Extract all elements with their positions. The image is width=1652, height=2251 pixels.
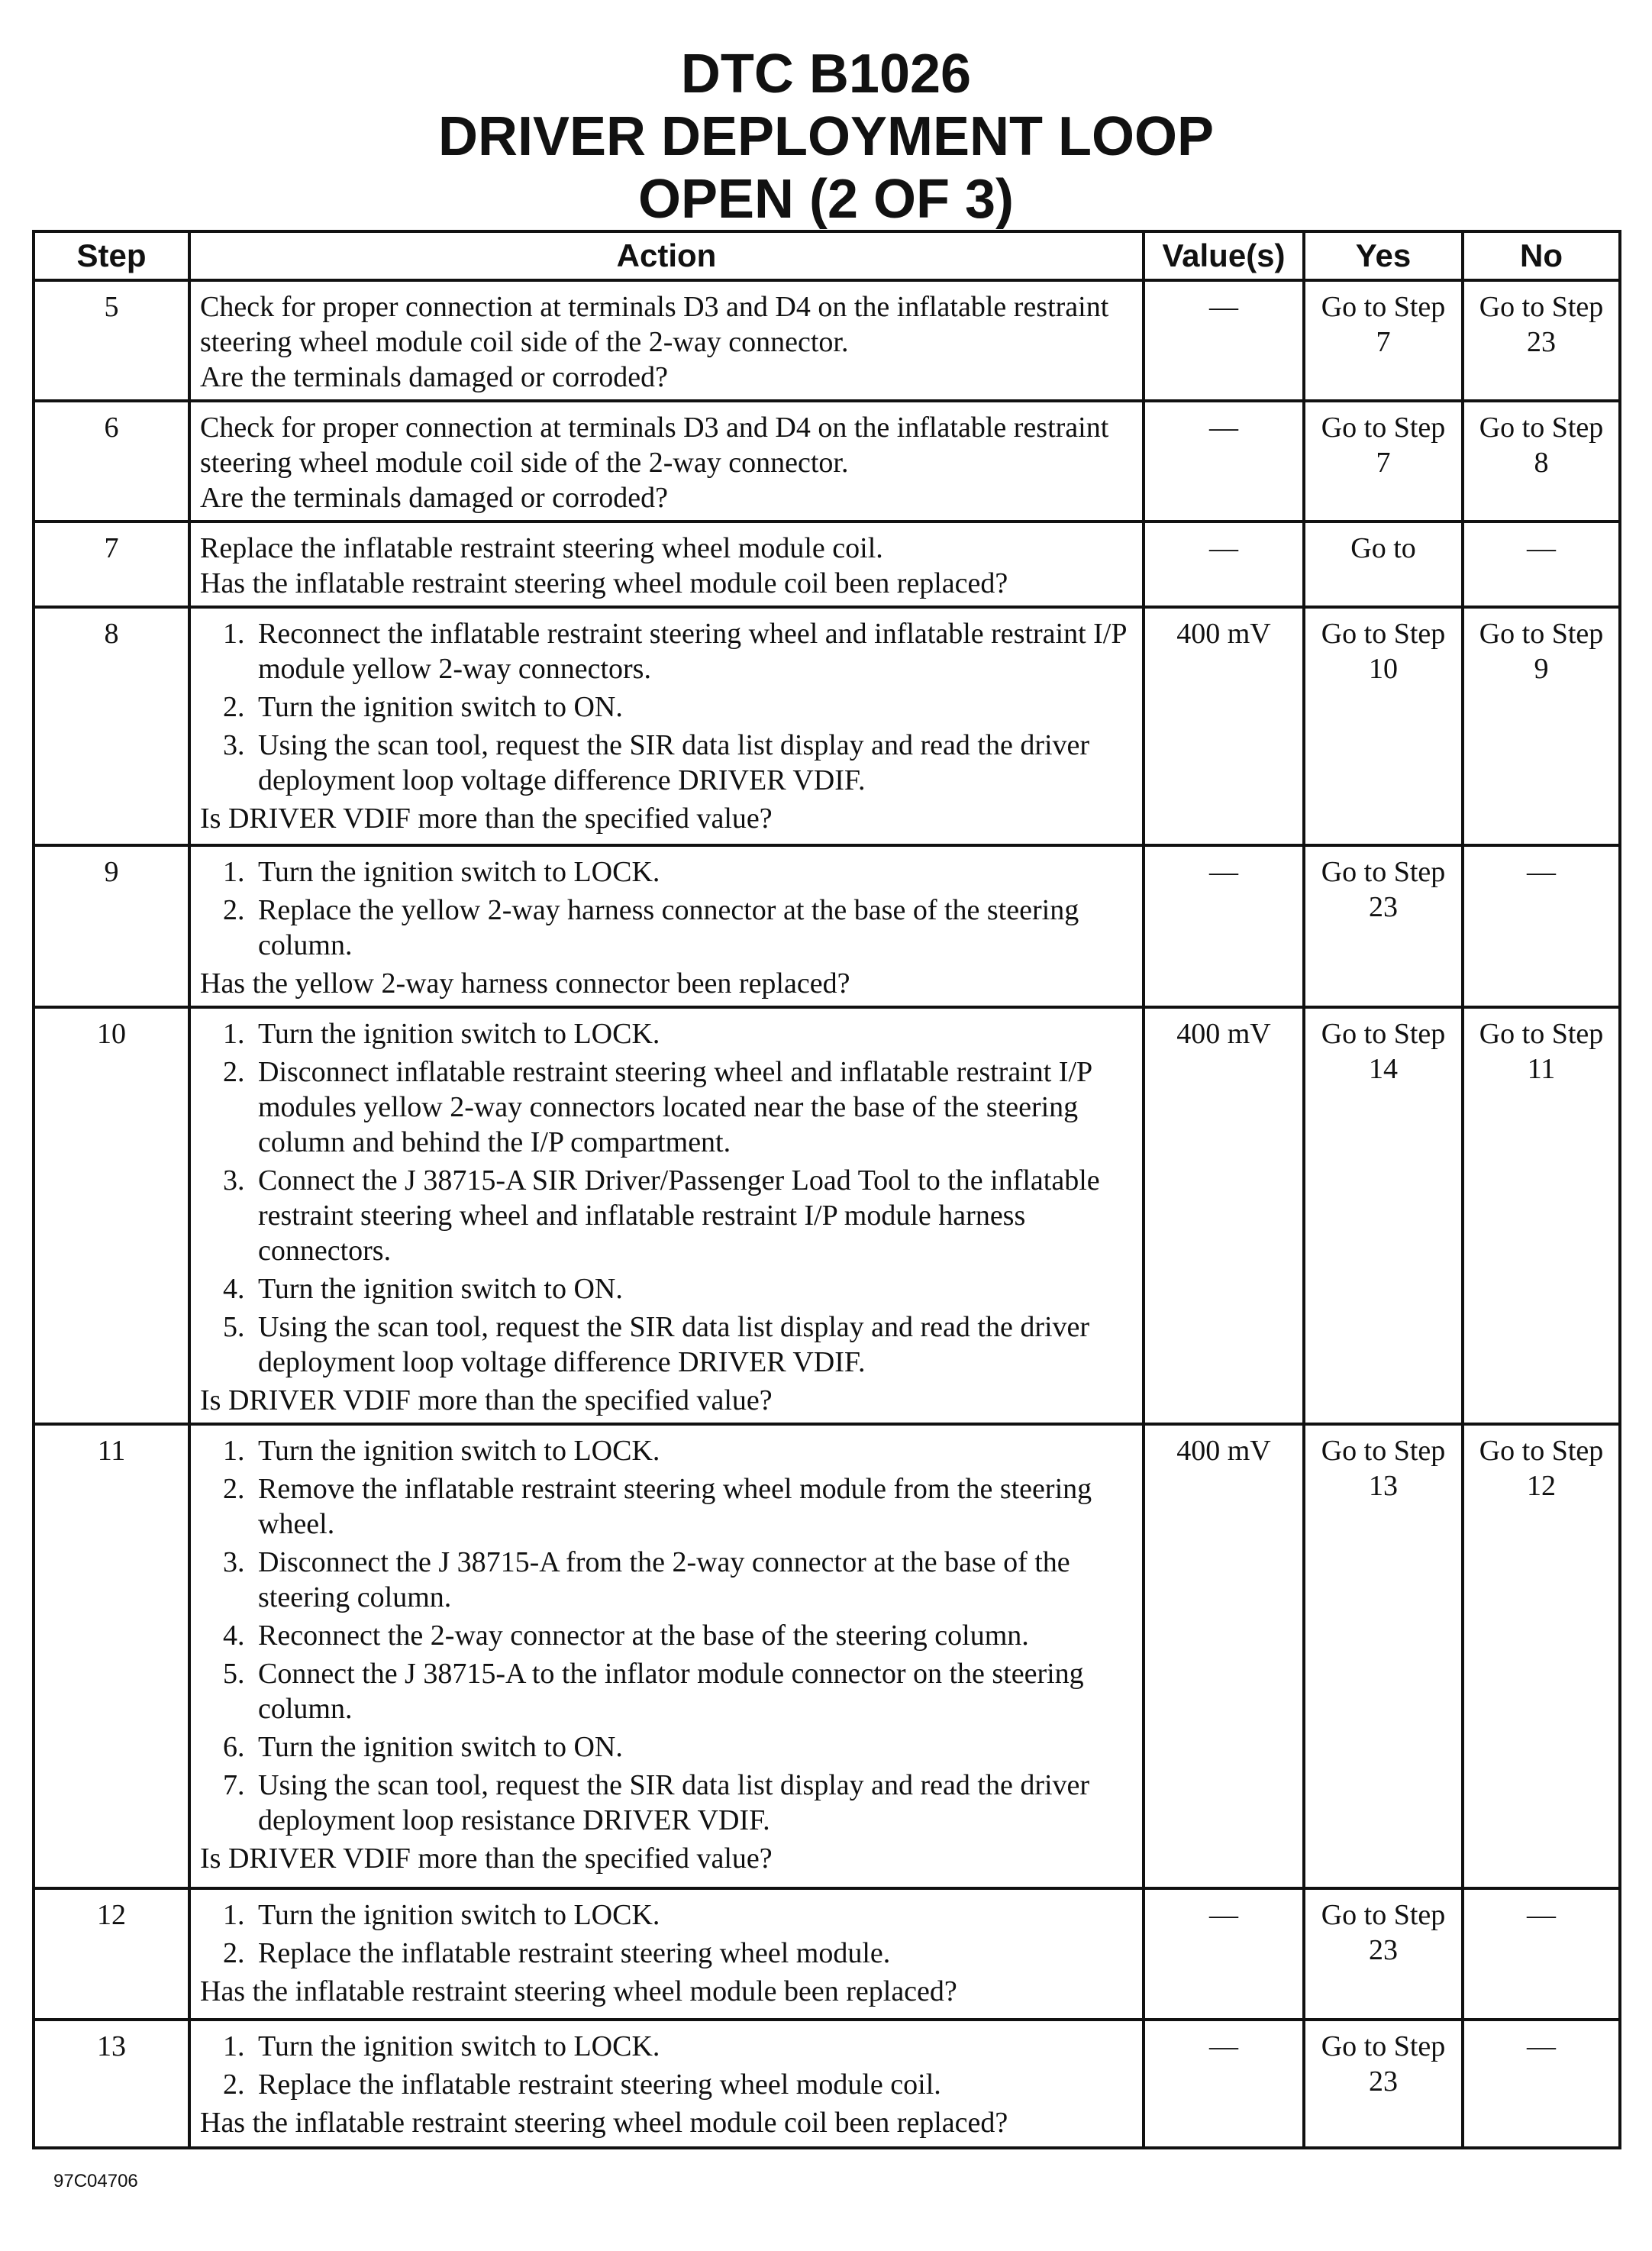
step-number: 1.	[223, 1899, 245, 1931]
step-text: Turn the ignition switch to ON.	[258, 1731, 623, 1763]
step-number: 2.	[223, 894, 245, 926]
table-header-row	[34, 231, 1620, 280]
step-number: 2.	[223, 1056, 245, 1088]
value-cell: —	[1144, 1888, 1304, 2020]
action-question: Has the yellow 2-way harness connector been replaced?	[200, 967, 850, 1000]
step-text: Connect the J 38715-A SIR Driver/Passenger Load Tool to the inflatable restraint steering wheel and inflatable restraint I/P module harness connectors.	[258, 1164, 1100, 1267]
figure-code: 97C04706	[53, 2171, 138, 2191]
header-no: No	[1463, 231, 1620, 280]
value-cell: —	[1144, 401, 1304, 522]
action-cell	[189, 845, 1144, 1007]
step-number: 5.	[223, 1311, 245, 1343]
yes-cell: Go to Step 7	[1304, 280, 1463, 401]
step-text: Turn the ignition switch to ON.	[258, 691, 623, 723]
step-cell: 7	[34, 522, 189, 607]
action-cell	[189, 607, 1144, 845]
header-yes: Yes	[1304, 231, 1463, 280]
yes-cell: Go to Step 10	[1304, 607, 1463, 845]
action-step-item	[200, 690, 1131, 725]
yes-cell: Go to Step 13	[1304, 1424, 1463, 1888]
step-number: 1.	[223, 856, 245, 888]
step-cell: 9	[34, 845, 189, 1007]
action-step-item	[200, 616, 1131, 686]
table-row	[34, 1888, 1620, 2020]
no-cell: Go to Step 12	[1463, 1424, 1620, 1888]
action-step-item	[200, 728, 1131, 798]
header-step: Step	[34, 231, 189, 280]
action-question: Is DRIVER VDIF more than the specified value?	[200, 1384, 773, 1416]
action-steps-list	[200, 1897, 1131, 1971]
step-text: Reconnect the inflatable restraint steering wheel and inflatable restraint I/P module yellow 2-way connectors.	[258, 618, 1127, 685]
title-line-3: OPEN (2 OF 3)	[637, 169, 1015, 230]
step-cell: 11	[34, 1424, 189, 1888]
step-number: 2.	[223, 2069, 245, 2101]
diagnostic-table	[32, 230, 1621, 2149]
action-question: Has the inflatable restraint steering wheel module been replaced?	[200, 1975, 957, 2007]
table-row	[34, 1007, 1620, 1424]
step-text: Replace the inflatable restraint steering wheel module.	[258, 1937, 891, 1969]
value-cell: —	[1144, 280, 1304, 401]
table-row	[34, 2020, 1620, 2148]
action-steps-list	[200, 1016, 1131, 1380]
action-step-item	[200, 1897, 1131, 1933]
step-number: 2.	[223, 691, 245, 723]
yes-cell: Go to Step 14	[1304, 1007, 1463, 1424]
table-row	[34, 401, 1620, 522]
action-step-item	[200, 1618, 1131, 1653]
value-cell: —	[1144, 845, 1304, 1007]
step-text: Turn the ignition switch to LOCK.	[258, 1018, 660, 1050]
no-cell: Go to Step 11	[1463, 1007, 1620, 1424]
action-steps-list	[200, 2029, 1131, 2102]
no-cell: —	[1463, 845, 1620, 1007]
step-number: 1.	[223, 1435, 245, 1467]
step-cell: 13	[34, 2020, 189, 2148]
action-step-item	[200, 1163, 1131, 1268]
action-cell	[189, 280, 1144, 401]
no-cell: Go to Step 8	[1463, 401, 1620, 522]
action-cell	[189, 1007, 1144, 1424]
step-text: Using the scan tool, request the SIR data list display and read the driver deployment loop voltage difference DRIVER VDIF.	[258, 729, 1090, 796]
action-step-item	[200, 893, 1131, 963]
step-text: Turn the ignition switch to LOCK.	[258, 856, 660, 888]
yes-cell: Go to	[1304, 522, 1463, 607]
action-step-item	[200, 1310, 1131, 1380]
yes-cell: Go to Step 23	[1304, 1888, 1463, 2020]
action-text: Has the inflatable restraint steering wheel module coil been replaced?	[200, 567, 1008, 599]
step-number: 3.	[223, 1546, 245, 1578]
action-text: Replace the inflatable restraint steering wheel module coil.	[200, 532, 883, 564]
action-steps-list	[200, 854, 1131, 963]
action-step-item	[200, 2029, 1131, 2064]
step-number: 6.	[223, 1731, 245, 1763]
step-cell: 10	[34, 1007, 189, 1424]
action-cell	[189, 522, 1144, 607]
step-number: 2.	[223, 1937, 245, 1969]
step-number: 5.	[223, 1658, 245, 1690]
table-row	[34, 845, 1620, 1007]
page-title	[0, 43, 1652, 231]
title-line-1: DTC B1026	[680, 44, 972, 105]
action-step-item	[200, 1545, 1131, 1615]
action-text: Check for proper connection at terminals D3 and D4 on the inflatable restraint steering wheel module coil side of the 2-way connector.	[200, 412, 1109, 479]
no-cell: —	[1463, 522, 1620, 607]
header-action: Action	[189, 231, 1144, 280]
header-values: Value(s)	[1144, 231, 1304, 280]
step-number: 7.	[223, 1769, 245, 1801]
step-text: Remove the inflatable restraint steering wheel module from the steering wheel.	[258, 1473, 1092, 1540]
table-row	[34, 280, 1620, 401]
action-step-item	[200, 1656, 1131, 1726]
action-step-item	[200, 2067, 1131, 2102]
action-cell	[189, 1424, 1144, 1888]
action-question: Has the inflatable restraint steering wheel module coil been replaced?	[200, 2107, 1008, 2139]
action-text: Check for proper connection at terminals D3 and D4 on the inflatable restraint steering wheel module coil side of the 2-way connector.	[200, 291, 1109, 358]
action-step-item	[200, 1433, 1131, 1468]
action-cell	[189, 2020, 1144, 2148]
yes-cell: Go to Step 7	[1304, 401, 1463, 522]
no-cell: Go to Step 23	[1463, 280, 1620, 401]
table-row	[34, 607, 1620, 845]
action-text: Are the terminals damaged or corroded?	[200, 482, 669, 514]
value-cell: —	[1144, 2020, 1304, 2148]
yes-cell: Go to Step 23	[1304, 845, 1463, 1007]
step-text: Connect the J 38715-A to the inflator module connector on the steering column.	[258, 1658, 1084, 1725]
action-step-item	[200, 1471, 1131, 1542]
action-step-item	[200, 1016, 1131, 1051]
yes-cell: Go to Step 23	[1304, 2020, 1463, 2148]
value-cell: 400 mV	[1144, 1424, 1304, 1888]
step-text: Turn the ignition switch to LOCK.	[258, 1899, 660, 1931]
title-line-2: DRIVER DEPLOYMENT LOOP	[437, 106, 1215, 167]
step-number: 3.	[223, 1164, 245, 1197]
action-step-item	[200, 1936, 1131, 1971]
action-step-item	[200, 1271, 1131, 1306]
step-text: Turn the ignition switch to ON.	[258, 1273, 623, 1305]
action-step-item	[200, 1768, 1131, 1838]
value-cell: 400 mV	[1144, 1007, 1304, 1424]
table-row	[34, 522, 1620, 607]
action-step-item	[200, 1054, 1131, 1160]
no-cell: —	[1463, 2020, 1620, 2148]
step-number: 2.	[223, 1473, 245, 1505]
step-number: 1.	[223, 618, 245, 650]
step-number: 1.	[223, 2030, 245, 2062]
action-cell	[189, 1888, 1144, 2020]
value-cell: —	[1144, 522, 1304, 607]
step-number: 1.	[223, 1018, 245, 1050]
action-steps-list	[200, 616, 1131, 798]
action-step-item	[200, 1729, 1131, 1765]
step-text: Replace the inflatable restraint steering wheel module coil.	[258, 2069, 941, 2101]
action-steps-list	[200, 1433, 1131, 1838]
action-question: Is DRIVER VDIF more than the specified value?	[200, 1842, 773, 1875]
step-cell: 5	[34, 280, 189, 401]
step-text: Reconnect the 2-way connector at the base of the steering column.	[258, 1620, 1029, 1652]
step-text: Turn the ignition switch to LOCK.	[258, 1435, 660, 1467]
action-step-item	[200, 854, 1131, 890]
action-question: Is DRIVER VDIF more than the specified value?	[200, 803, 773, 835]
step-cell: 8	[34, 607, 189, 845]
step-text: Using the scan tool, request the SIR data list display and read the driver deployment loop resistance DRIVER VDIF.	[258, 1769, 1090, 1836]
step-number: 4.	[223, 1620, 245, 1652]
step-text: Disconnect the J 38715-A from the 2-way connector at the base of the steering column.	[258, 1546, 1070, 1613]
step-text: Using the scan tool, request the SIR data list display and read the driver deployment loop voltage difference DRIVER VDIF.	[258, 1311, 1090, 1378]
step-text: Disconnect inflatable restraint steering wheel and inflatable restraint I/P modules yellow 2-way connectors located near the base of the steering column and behind the I/P compartment.	[258, 1056, 1092, 1158]
step-cell: 12	[34, 1888, 189, 2020]
value-cell: 400 mV	[1144, 607, 1304, 845]
step-text: Replace the yellow 2-way harness connector at the base of the steering column.	[258, 894, 1079, 961]
step-cell: 6	[34, 401, 189, 522]
no-cell: Go to Step 9	[1463, 607, 1620, 845]
table-row	[34, 1424, 1620, 1888]
step-number: 3.	[223, 729, 245, 761]
action-cell	[189, 401, 1144, 522]
step-number: 4.	[223, 1273, 245, 1305]
step-text: Turn the ignition switch to LOCK.	[258, 2030, 660, 2062]
action-text: Are the terminals damaged or corroded?	[200, 361, 669, 393]
no-cell: —	[1463, 1888, 1620, 2020]
